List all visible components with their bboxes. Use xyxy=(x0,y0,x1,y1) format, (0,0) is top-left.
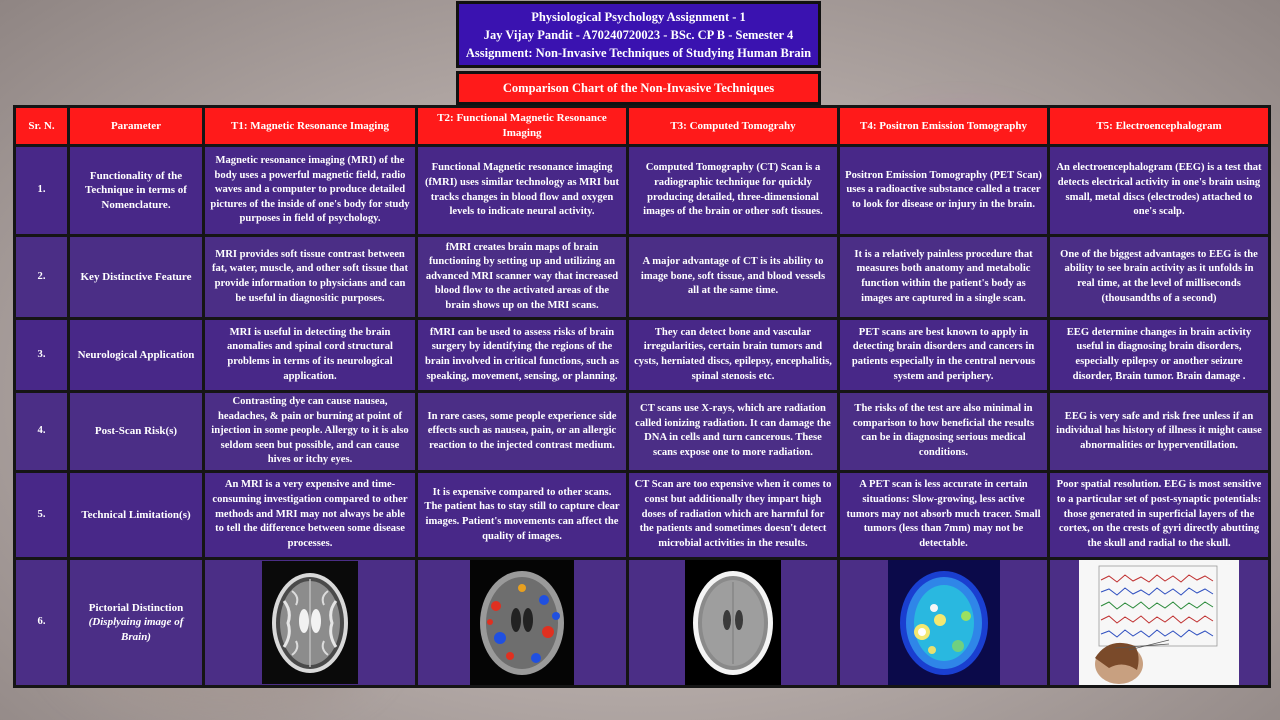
cell-t4: A PET scan is less accurate in certain situations: Slow-growing, less active tumors may not absorb much tracer. Small tumors (less than 7mm) may not be detectable. xyxy=(839,471,1049,558)
cell-t1-image xyxy=(204,558,417,686)
chart-subtitle-text: Comparison Chart of the Non-Invasive Techniques xyxy=(502,80,775,95)
row-number: 1. xyxy=(15,146,69,236)
assignment-header xyxy=(456,1,821,68)
cell-t4: Positron Emission Tomography (PET Scan) uses a radioactive substance called a tracer to look for disease or injury in the brain. xyxy=(839,146,1049,236)
row-parameter: Neurological Application xyxy=(69,319,204,392)
column-header: T2: Functional Magnetic Resonance Imaging xyxy=(417,107,628,146)
table-row xyxy=(15,558,1270,686)
row-parameter: Technical Limitation(s) xyxy=(69,471,204,558)
cell-t1: Magnetic resonance imaging (MRI) of the body uses a powerful magnetic field, radio waves and a computer to produce detailed pictures of the inside of one's body for study purposes in field of psychology. xyxy=(204,146,417,236)
cell-t3: CT Scan are too expensive when it comes to const but additionally they impart high doses of radiation which are harmful for the patients and sometimes doesn't detect microbial activities in the results. xyxy=(628,471,839,558)
pet-brain-image xyxy=(888,560,1000,685)
row-number: 3. xyxy=(15,319,69,392)
row-parameter: Functionality of the Technique in terms of Nomenclature. xyxy=(69,146,204,236)
cell-t2: In rare cases, some people experience side effects such as nausea, pain, or an allergic reaction to the injected contrast medium. xyxy=(417,392,628,472)
cell-t3: CT scans use X-rays, which are radiation called ionizing radiation. It can damage the DNA in cells and turn cancerous. These scans expose one to more radiation. xyxy=(628,392,839,472)
cell-t2-image xyxy=(417,558,628,686)
mri-brain-image xyxy=(262,561,358,684)
cell-t3: They can detect bone and vascular irregularities, certain brain tumors and cysts, herniated discs, epilepsy, encephalitis, spinal stenosis etc. xyxy=(628,319,839,392)
column-header: Parameter xyxy=(69,107,204,146)
row-number: 6. xyxy=(15,558,69,686)
cell-t1: An MRI is a very expensive and time-consuming investigation compared to other methods and MRI may not always be able to tell the difference between some disease processes. xyxy=(204,471,417,558)
column-header: T1: Magnetic Resonance Imaging xyxy=(204,107,417,146)
row-number: 4. xyxy=(15,392,69,472)
cell-t5: EEG determine changes in brain activity useful in diagnosing brain disorders, especially epilepsy or another seizure disorder, Brain tumor. Brain damage . xyxy=(1049,319,1270,392)
fmri-brain-image xyxy=(470,560,574,685)
cell-t5: Poor spatial resolution. EEG is most sensitive to a particular set of post-synaptic potentials: those generated in superficial layers of the cortex, on the crests of gyri directly abutting the skull and radial to the skull. xyxy=(1049,471,1270,558)
cell-t5: An electroencephalogram (EEG) is a test that detects electrical activity in one's brain using small, metal discs (electrodes) attached to one's scalp. xyxy=(1049,146,1270,236)
column-header: T4: Positron Emission Tomography xyxy=(839,107,1049,146)
cell-t5: One of the biggest advantages to EEG is the ability to see brain activity as it unfolds in real time, at the level of milliseconds (thousandths of a second) xyxy=(1049,236,1270,319)
chart-subtitle xyxy=(456,71,821,105)
pictorial-label: Pictorial Distinction xyxy=(88,601,184,614)
row-number: 5. xyxy=(15,471,69,558)
comparison-table xyxy=(13,105,1271,688)
header-line-2: Jay Vijay Pandit - A70240720023 - BSc. CP B - Semester 4 xyxy=(483,27,794,42)
column-header: T5: Electroencephalogram xyxy=(1049,107,1270,146)
table-row xyxy=(15,146,1270,236)
header-line-1: Physiological Psychology Assignment - 1 xyxy=(531,9,746,24)
cell-t2: fMRI creates brain maps of brain functioning by setting up and utilizing an advanced MRI scanner way that increased blood flow to the activated areas of the brain shows up on the MRI scans. xyxy=(417,236,628,319)
cell-t5: EEG is very safe and risk free unless if an individual has history of illness it might cause abnormalities or hyperventillation. xyxy=(1049,392,1270,472)
cell-t1: MRI is useful in detecting the brain anomalies and spinal cord structural problems in terms of its neurological application. xyxy=(204,319,417,392)
table-header-row xyxy=(15,107,1270,146)
eeg-recording-image xyxy=(1079,560,1239,685)
row-parameter: Key Distinctive Feature xyxy=(69,236,204,319)
cell-t4: PET scans are best known to apply in detecting brain disorders and cancers in patients especially in the central nervous system and periphery. xyxy=(839,319,1049,392)
table-row xyxy=(15,319,1270,392)
column-header: Sr. N. xyxy=(15,107,69,146)
column-header: T3: Computed Tomograhy xyxy=(628,107,839,146)
cell-t4: It is a relatively painless procedure that measures both anatomy and metabolic function within the patient's body as images are captured in a single scan. xyxy=(839,236,1049,319)
row-number: 2. xyxy=(15,236,69,319)
cell-t1: MRI provides soft tissue contrast between fat, water, muscle, and other soft tissue that provide information to physicians and can be useful in diagnositic purposes. xyxy=(204,236,417,319)
cell-t4-image xyxy=(839,558,1049,686)
ct-brain-image xyxy=(685,560,781,685)
cell-t2: Functional Magnetic resonance imaging (fMRI) uses similar technology as MRI but tracks changes in blood flow and oxygen levels to indicate neural activity. xyxy=(417,146,628,236)
cell-t4: The risks of the test are also minimal in comparison to how beneficial the results can be in diagnosing serious medical conditions. xyxy=(839,392,1049,472)
pictorial-note: (Displyaing image of Brain) xyxy=(88,616,184,643)
row-parameter xyxy=(69,558,204,686)
row-parameter: Post-Scan Risk(s) xyxy=(69,392,204,472)
cell-t3: A major advantage of CT is its ability to image bone, soft tissue, and blood vessels all at the same time. xyxy=(628,236,839,319)
table-row xyxy=(15,471,1270,558)
cell-t2: fMRI can be used to assess risks of brain surgery by identifying the regions of the brain involved in critical functions, such as speaking, movement, sensing, or planning. xyxy=(417,319,628,392)
table-row xyxy=(15,392,1270,472)
table-row xyxy=(15,236,1270,319)
cell-t5-image xyxy=(1049,558,1270,686)
cell-t2: It is expensive compared to other scans. The patient has to stay still to capture clear images. Patient's movements can affect the quality of images. xyxy=(417,471,628,558)
cell-t3-image xyxy=(628,558,839,686)
cell-t1: Contrasting dye can cause nausea, headaches, & pain or burning at point of injection in some people. Allergy to it is also seldom seen but possible, and can cause hives or itchy eyes. xyxy=(204,392,417,472)
header-line-3: Assignment: Non-Invasive Techniques of Studying Human Brain xyxy=(465,45,812,60)
cell-t3: Computed Tomography (CT) Scan is a radiographic technique for quickly producing detailed, three-dimensional images of the brain or other soft tissues. xyxy=(628,146,839,236)
